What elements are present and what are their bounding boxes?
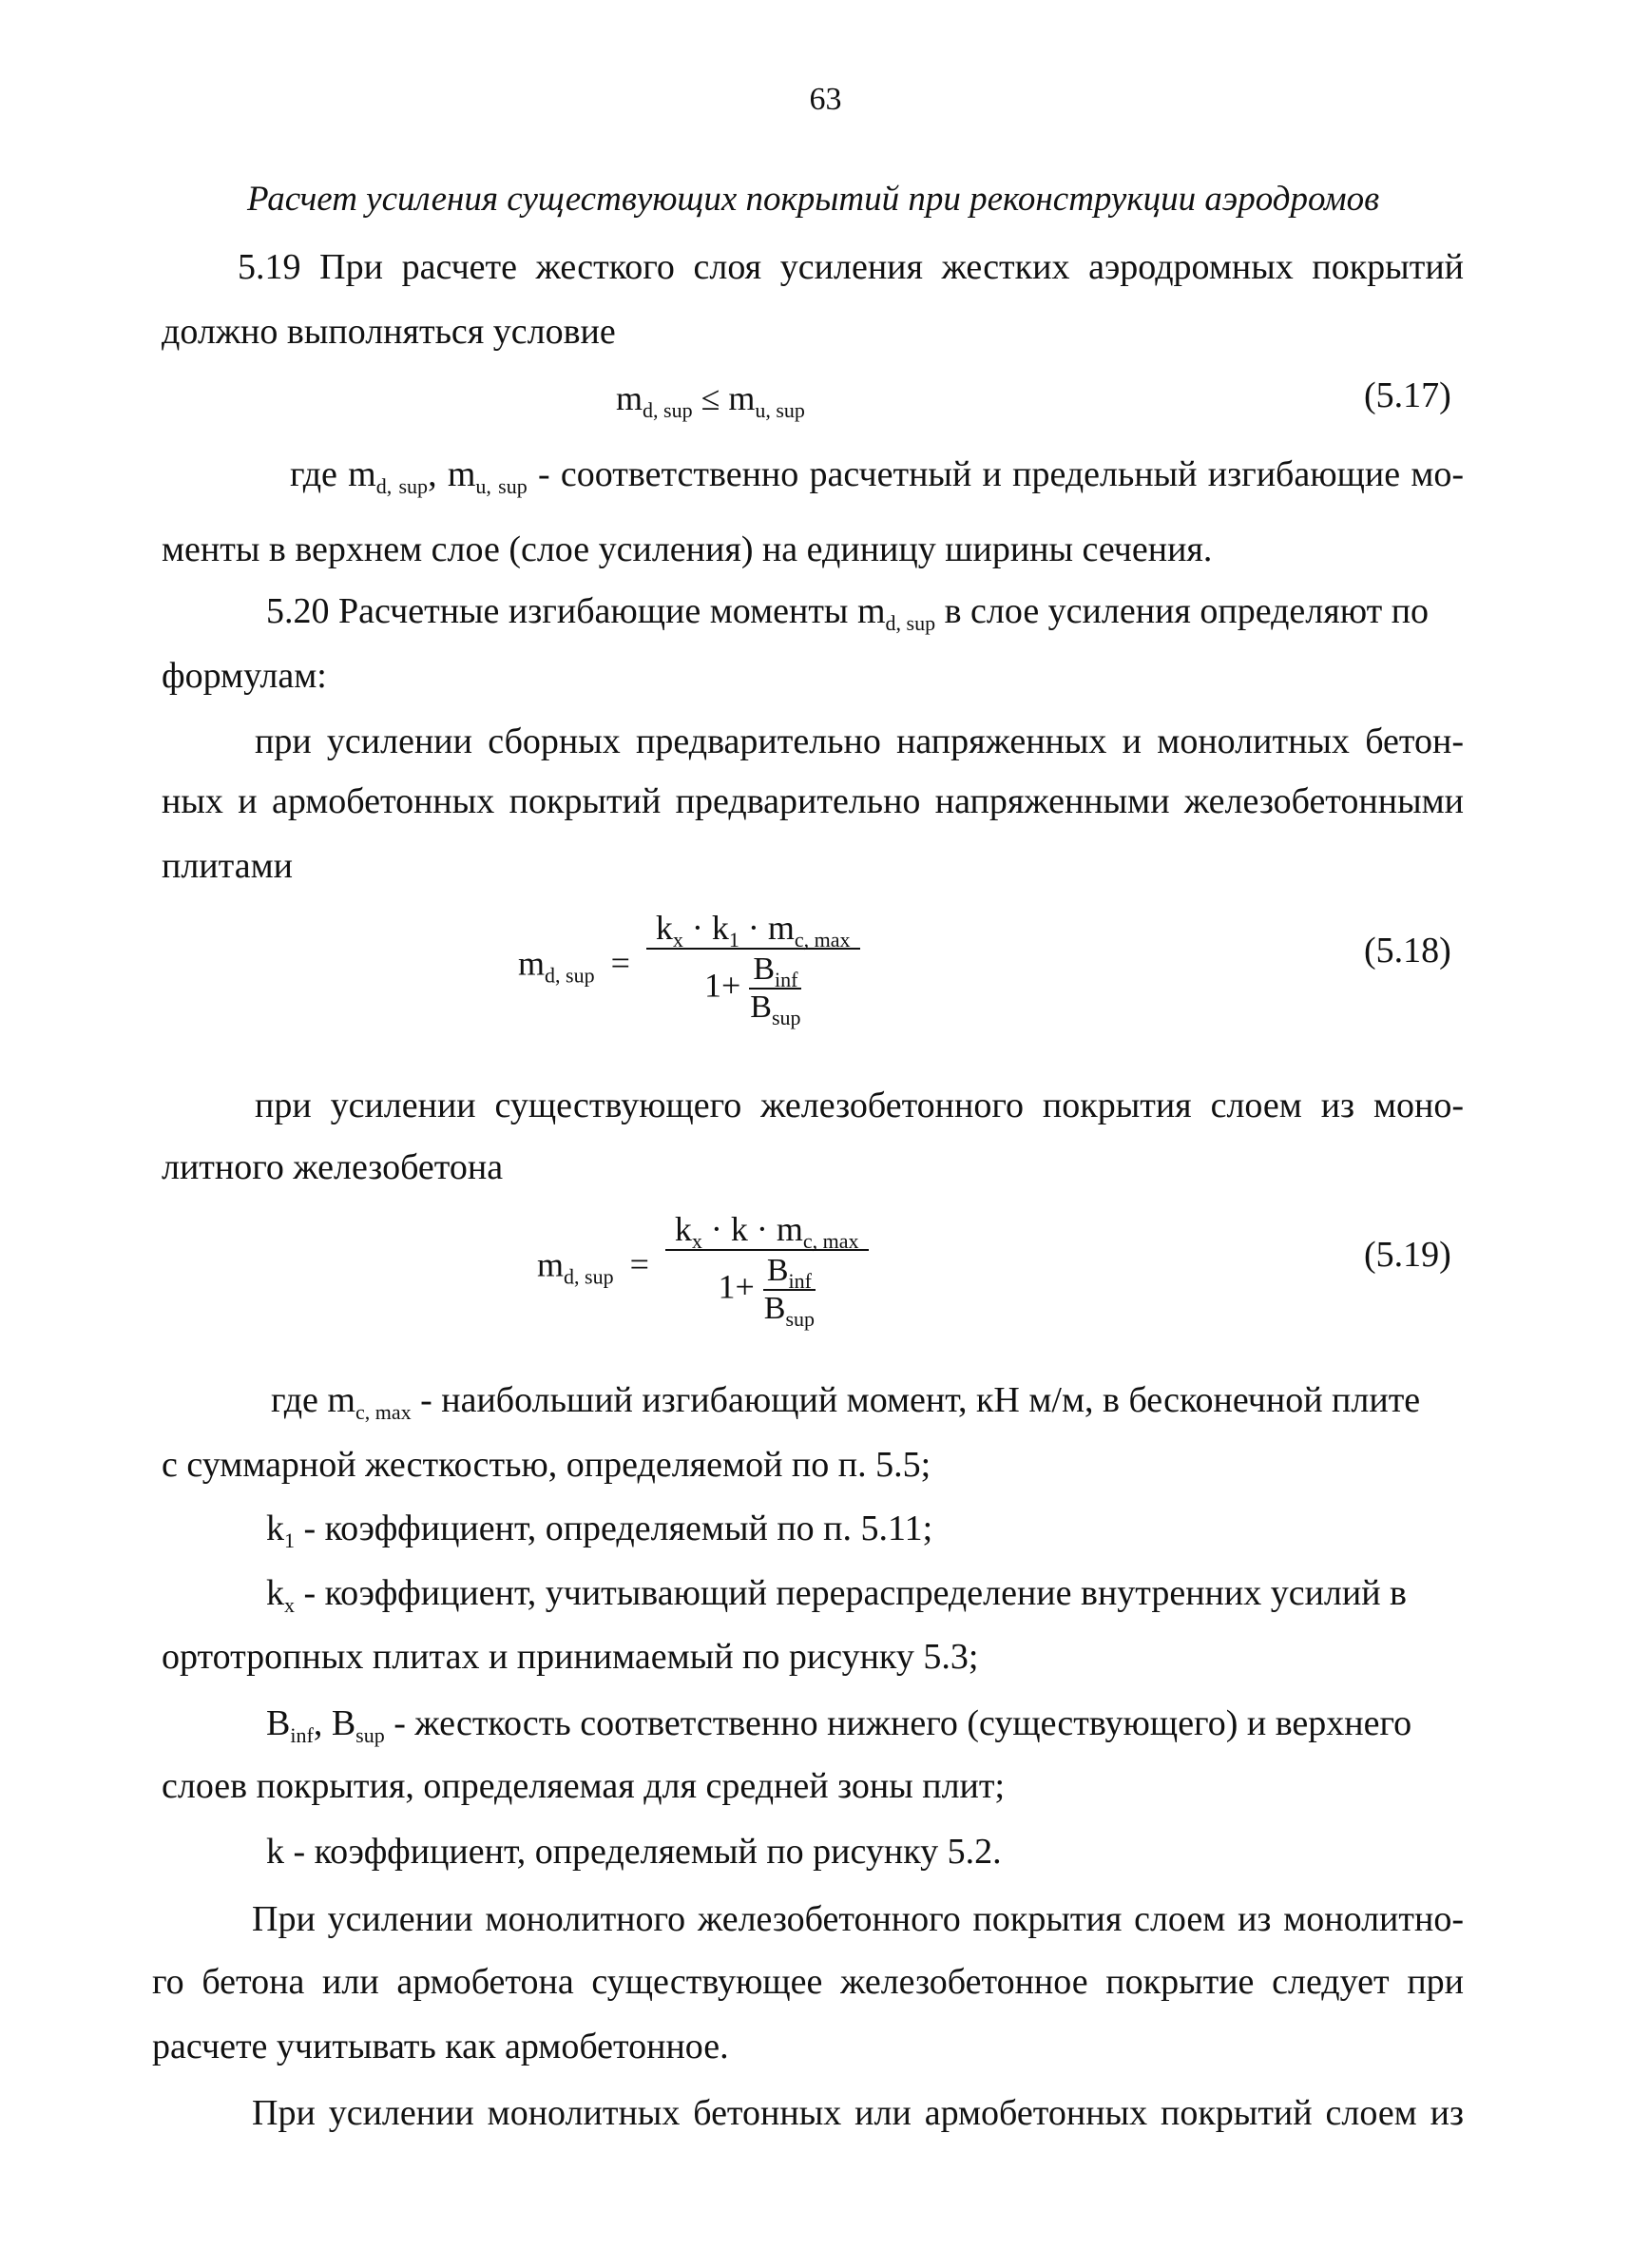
equation-number-5-19: (5.19) xyxy=(1364,1235,1451,1275)
para-mono-line2: го бетона или армобетона существующее железобетонное покрытие следует при xyxy=(152,1962,1464,2002)
p520-line2: формулам: xyxy=(162,656,327,696)
def-mc-line1: где $m_{c, max}$ - наибольший изгибающий момент, кН м/м, в бесконечной плите xyxy=(271,1380,1421,1424)
p520-line1: 5.20 Расчетные изгибающие моменты $m_{d, sup}$ в слое усиления определяют по xyxy=(266,591,1430,635)
case1-line2: ных и армобетонных покрытий предварительно напряженными железобетонными xyxy=(162,781,1464,821)
section-heading: Расчет усиления существующих покрытий при реконструкции аэродромов xyxy=(247,180,1380,219)
case1-line3: плитами xyxy=(162,846,293,886)
case1-line1: при усилении сборных предварительно напряженных и монолитных бетон- xyxy=(255,721,1464,761)
def-b-line1: $B_{inf}$, $B_{sup}$ - жесткость соответственно нижнего (существующего) и верхнего xyxy=(266,1703,1412,1747)
def-b-line2: слоев покрытия, определяемая для средней зоны плит; xyxy=(162,1766,1006,1806)
def-k1: $k_1$ - коэффициент, определяемый по п. 5.11; xyxy=(266,1509,933,1552)
fraction-5-19: $k_x \cdot k \cdot m_{c, max}$ 1+ $B_{inf}$ $B_{sup}$ xyxy=(665,1209,869,1327)
equation-number-5-18: (5.18) xyxy=(1364,931,1451,971)
para-mono-line1: При усилении монолитного железобетонного покрытия слоем из монолитно- xyxy=(252,1899,1464,1939)
para-mono-line3: расчете учитывать как армобетонное. xyxy=(152,2027,729,2066)
equation-number-5-17: (5.17) xyxy=(1364,375,1451,415)
def-kx-line2: ортотропных плитах и принимаемый по рисунку 5.3; xyxy=(162,1637,979,1677)
equation-5-18: $m_{d, sup}$ = $k_x \cdot k_1 \cdot m_{c, max}$ 1+ $B_{inf}$ $B_{sup}$ xyxy=(518,908,860,1026)
p519-line1: 5.19 При расчете жесткого слоя усиления жестких аэродромных покрытий xyxy=(238,247,1464,287)
def-mc-line2: с суммарной жесткостью, определяемой по п. 5.5; xyxy=(162,1445,931,1485)
where-5-17-line2: менты в верхнем слое (слое усиления) на единицу ширины сечения. xyxy=(162,529,1213,569)
equation-5-17: $m_{d, sup} \le m_{u, sup}$ xyxy=(616,379,805,422)
p519-line2: должно выполняться условие xyxy=(162,312,616,352)
def-kx-line1: $k_x$ - коэффициент, учитывающий перераспределение внутренних усилий в xyxy=(266,1573,1408,1617)
case2-line2: литного железобетона xyxy=(162,1147,504,1187)
para-last-line1: При усилении монолитных бетонных или армобетонных покрытий слоем из xyxy=(252,2093,1464,2133)
case2-line1: при усилении существующего железобетонного покрытия слоем из моно- xyxy=(255,1086,1464,1125)
equation-5-19: $m_{d, sup}$ = $k_x \cdot k \cdot m_{c, max}$ 1+ $B_{inf}$ $B_{sup}$ xyxy=(537,1209,869,1327)
fraction-5-18: $k_x \cdot k_1 \cdot m_{c, max}$ 1+ $B_{inf}$ $B_{sup}$ xyxy=(646,908,860,1026)
def-k: k - коэффициент, определяемый по рисунку 5.2. xyxy=(266,1832,1002,1872)
where-5-17-line1: где $m_{d, sup}$, $m_{u, sup}$ - соответственно расчетный и предельный изгибающие мо- xyxy=(290,454,1465,498)
page-number: 63 xyxy=(809,82,842,117)
